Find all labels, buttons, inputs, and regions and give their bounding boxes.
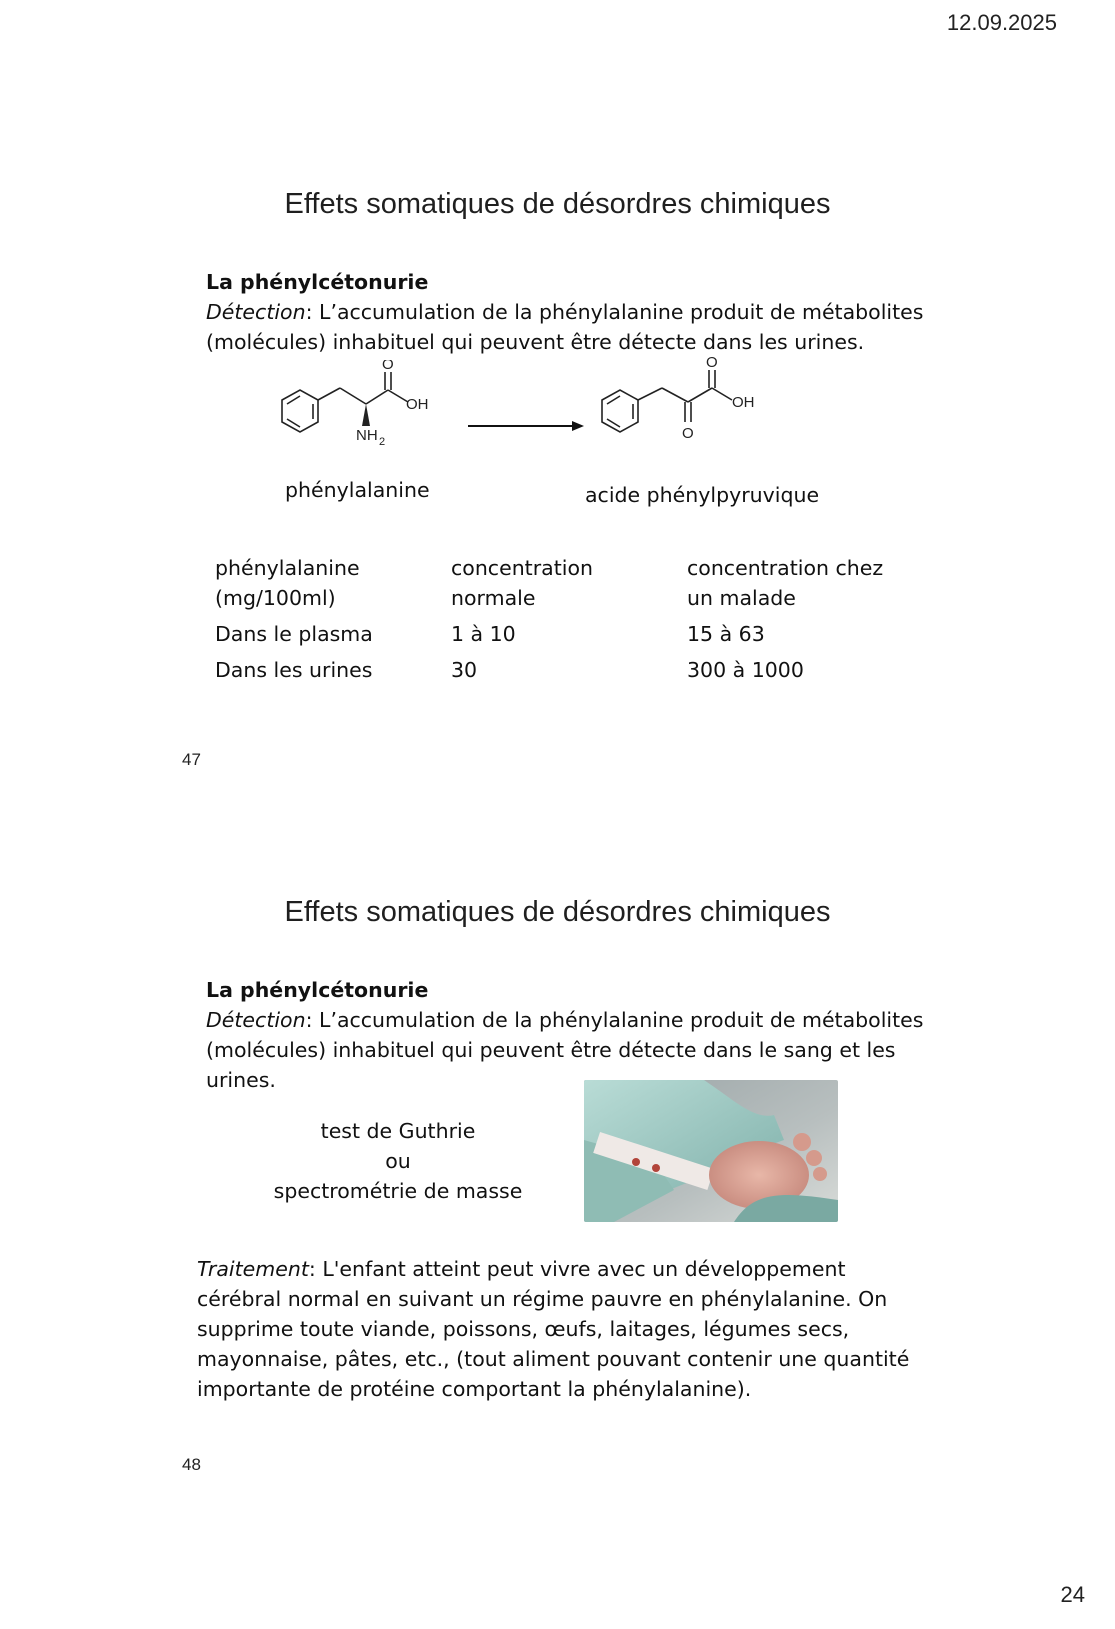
atom-hydroxyl: OH	[406, 396, 429, 413]
slide-heading: La phénylcétonurie	[206, 978, 429, 1002]
slide-heading: La phénylcétonurie	[206, 270, 429, 294]
document-date: 12.09.2025	[946, 10, 1057, 35]
treatment-line-4: mayonnaise, pâtes, etc., (tout aliment pouvant contenir une quantité	[197, 1347, 910, 1371]
detection-paragraph	[206, 1005, 923, 1035]
page-number: 24	[1060, 1582, 1085, 1607]
molecule-label-phenylalanine: phénylalanine	[285, 478, 430, 502]
table-cell: 15 à 63	[687, 622, 765, 646]
detection-line-2: (molécules) inhabituel qui peuvent être détecte dans le sang et les	[206, 1038, 896, 1062]
method-mass-spec: spectrométrie de masse	[273, 1179, 523, 1203]
atom-hydroxyl: OH	[732, 394, 755, 411]
table-cell: 300 à 1000	[687, 658, 804, 682]
detection-line-2: (molécules) inhabituel qui peuvent être détecte dans les urines.	[206, 330, 865, 354]
slide-title: Effets somatiques de désordres chimiques	[284, 896, 831, 928]
table-row	[215, 655, 923, 685]
detection-line-1: : L’accumulation de la phénylalanine produit de métabolites	[305, 300, 924, 324]
phenylalanine-structure	[262, 360, 452, 460]
table-header-cell: phénylalanine (mg/100ml)	[215, 556, 360, 610]
treatment-line-2: cérébral normal en suivant un régime pauvre en phénylalanine. On	[197, 1287, 888, 1311]
slide-number: 47	[182, 750, 201, 769]
treatment-paragraph	[197, 1254, 909, 1404]
table-row	[215, 619, 923, 655]
table-cell: 30	[451, 658, 478, 682]
treatment-label: Traitement	[197, 1257, 309, 1281]
atom-amine: NH	[356, 427, 378, 444]
detection-paragraph	[206, 297, 923, 327]
table-header-cell: concentration chez un malade	[687, 556, 884, 610]
detection-line-3: urines.	[206, 1068, 276, 1092]
treatment-line-5: importante de protéine comportant la phénylalanine).	[197, 1377, 752, 1401]
molecule-label-phenylpyruvic-acid: acide phénylpyruvique	[585, 483, 820, 507]
treatment-line-1: : L'enfant atteint peut vivre avec un développement	[308, 1257, 846, 1281]
table-cell: Dans le plasma	[215, 622, 373, 646]
slide-title: Effets somatiques de désordres chimiques	[284, 188, 831, 220]
detection-methods	[250, 1116, 546, 1206]
atom-oxygen: O	[706, 356, 718, 371]
table-header-cell: concentration normale	[451, 556, 593, 610]
slide-number: 48	[182, 1455, 201, 1474]
table-cell: Dans les urines	[215, 658, 373, 682]
heel-prick-test-photo	[584, 1080, 838, 1222]
method-guthrie: test de Guthrie	[320, 1119, 476, 1143]
detection-line-1: : L’accumulation de la phénylalanine produit de métabolites	[305, 1008, 924, 1032]
atom-subscript: 2	[379, 436, 386, 448]
method-or: ou	[385, 1149, 411, 1173]
table-cell: 1 à 10	[451, 622, 516, 646]
atom-oxygen: O	[382, 360, 394, 373]
treatment-line-3: supprime toute viande, poissons, œufs, laitages, légumes secs,	[197, 1317, 850, 1341]
detection-label: Détection	[206, 1008, 306, 1032]
detection-label: Détection	[206, 300, 306, 324]
phenylpyruvic-acid-structure	[582, 356, 782, 456]
reaction-arrow	[468, 418, 588, 439]
table-header-row	[215, 553, 923, 619]
concentration-table	[215, 553, 923, 685]
atom-oxygen: O	[682, 425, 694, 442]
